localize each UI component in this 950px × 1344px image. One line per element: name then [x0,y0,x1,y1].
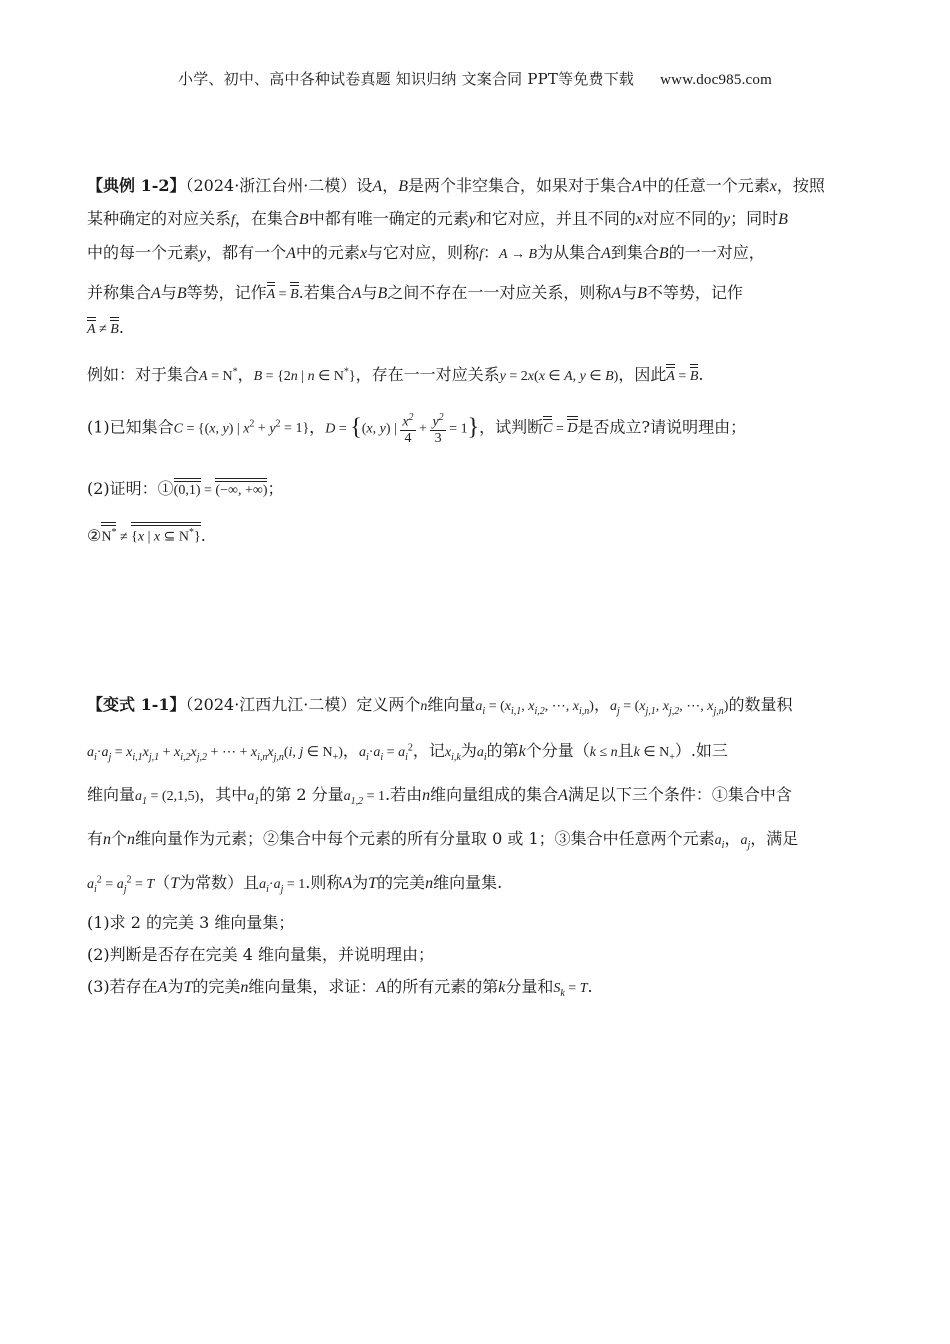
page-header [0,68,950,89]
example-label: 【典例 1-2】 [87,176,186,195]
example-question-1: (1)已知集合C = {(x, y) | $x^2 + y^2 = 1$}，D = {(x, y) | $\frac{x^2}{4}$ + $\frac{y^2}{3}$ = 1}，试判断C = D是否成立?请说明理由； [87,412,747,446]
variant-source: （2024·江西九江·二模） [185,695,357,714]
example-line-1: 【典例 1-2】（2024·浙江台州·二模）设A，B是两个非空集合，如果对于集合A中的任意一个元素x，按照 [87,176,825,195]
variant-question-1: (1)求 2 的完美 3 维向量集； [87,913,295,932]
example-line-2: 某种确定的对应关系f，在集合B中都有唯一确定的元素y和它对应，并且不同的x对应不同的y；同时B [87,209,788,228]
header-site: www.doc985.com [660,72,772,88]
example-source: （2024·浙江台州·二模） [185,176,357,195]
variant-question-3: (3)若存在A为T的完美n维向量集，求证：A的所有元素的第k分量和$S_k = T$. [87,977,593,999]
variant-line-3: 维向量$a_1 = (2,1,5)$，其中$a_1$的第 2 分量$a_{1,2} = 1$.若由n维向量组成的集合A满足以下三个条件：①集合中含 [87,785,792,807]
example-line-5: A ≠ B. [87,318,124,337]
variant-label: 【变式 1-1】 [87,695,186,714]
example-instance: 例如：对于集合A = N*，B = {2n | n ∈ N*}，存在一一对应关系y = 2x(x ∈ A, y ∈ B)，因此A = B. [87,365,704,384]
variant-question-2: (2)判断是否存在完美 4 维向量集，并说明理由； [87,945,435,964]
variant-line-2: $a_i\cdot a_j = x_{i,1}x_{j,1} + x_{i,2}x_{j,2}$ + ⋯ + $x_{i,n}x_{j,n}(i$, j ∈ $N_+$)，$a_i\cdot a_i = a_i^2$，记$x_{i,k}$为$a_i$的第k个分量（k ≤ n且k ∈ $N_+$）.如三 [87,741,728,763]
variant-line-4: 有n个n维向量作为元素；②集合中每个元素的所有分量取 0 或 1；③集合中任意两个元素$a_i$，$a_j$，满足 [87,829,799,851]
example-line-3: 中的每一个元素y，都有一个A中的元素x与它对应，则称f：A → B为从集合A到集合B的一一对应， [87,243,765,262]
example-question-2a: (2)证明：①(0,1) = (−∞, +∞)； [87,479,284,498]
variant-line-1: 【变式 1-1】（2024·江西九江·二模）定义两个n维向量$a_i = (x_{i,1}$, $x_{i,2}$, ⋯, $x_{i,n}$)，$a_j = (x_{j,1}$, $x_{j,2}$, ⋯, $x_{j,n}$)的数量积 [87,695,793,717]
example-line-4: 并称集合A与B等势，记作A = B.若集合A与B之间不存在一一对应关系，则称A与B不等势，记作 [87,283,743,302]
example-question-2b: ②N* ≠ {x | x ⊆ N*}. [87,526,206,545]
header-text: 小学、初中、高中各种试卷真题 知识归纳 文案合同 PPT等免费下载 [178,70,635,88]
variant-line-5: $a_i^2 = a_j^2 = T(T$为常数）且$a_i\cdot a_j = 1$.则称A为T的完美n维向量集. [87,873,503,895]
